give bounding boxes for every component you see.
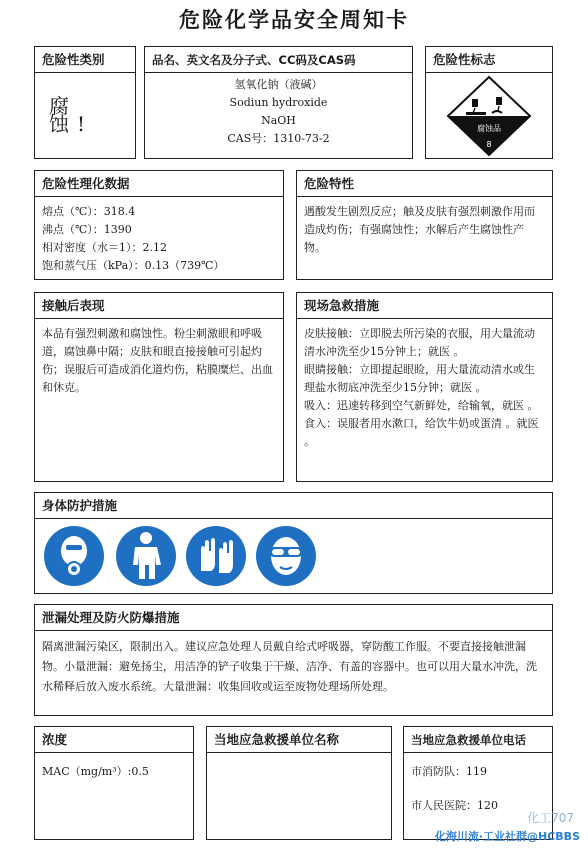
protective-suit-icon xyxy=(115,525,177,587)
rescue-unit-box xyxy=(206,726,392,840)
concentration-value: MAC（mg/m³）:0.5 xyxy=(42,765,149,778)
goggles-icon xyxy=(255,525,317,587)
product-cas: CAS号：1310-73-2 xyxy=(227,132,330,145)
hazard-category-box xyxy=(34,46,136,159)
watermark-primary: 化海川流·工业社群@HCBBS xyxy=(434,830,580,843)
respirator-icon xyxy=(43,525,105,587)
physchem-heading: 危险性理化数据 xyxy=(35,171,283,197)
exposure-heading: 接触后表现 xyxy=(35,293,283,319)
spill-box xyxy=(34,604,553,716)
boiling-point: 沸点（℃）：1390 xyxy=(42,223,132,236)
first-aid-heading: 现场急救措施 xyxy=(297,293,552,319)
hazard-category-heading: 危险性类别 xyxy=(35,47,135,73)
product-info-heading: 品名、英文名及分子式、CC码及CAS码 xyxy=(145,47,412,73)
hazard-class-number: 8 xyxy=(486,140,492,149)
product-name-en: Sodiun hydroxide xyxy=(229,96,328,109)
rescue-unit-value xyxy=(207,753,391,765)
watermark-secondary: 化工707 xyxy=(527,811,574,825)
first-aid-ingestion: 食入：误服者用水漱口，给饮牛奶或蛋清 。就医 。 xyxy=(304,417,539,448)
hazard-props-text: 遇酸发生剧烈反应；触及皮肤有强烈刺激作用而造成灼伤；有强腐蚀性；水解后产生腐蚀性产物。 xyxy=(304,205,535,254)
concentration-heading: 浓度 xyxy=(35,727,193,753)
spill-text: 隔离泄漏污染区，限制出入。建议应急处理人员戴自给式呼吸器，穿防酸工作服。不要直接接触泄漏物。小量泄漏：避免扬尘，用洁净的铲子收集于干燥、洁净、有盖的容器中。也可以用大量水冲洗，洗水稀释后放入废水系统。大量泄漏：收集回收或运至废物处理场所处理。 xyxy=(42,640,537,693)
spill-heading: 泄漏处理及防火防爆措施 xyxy=(35,605,552,631)
gloves-icon xyxy=(185,525,247,587)
rescue-phone-heading: 当地应急救援单位电话 xyxy=(404,727,552,753)
product-formula: NaOH xyxy=(261,114,296,127)
melting-point: 熔点（℃）：318.4 xyxy=(42,205,136,218)
exposure-text: 本品有强烈刺激和腐蚀性。粉尘刺激眼和呼吸道，腐蚀鼻中隔；皮肤和眼直接接触可引起灼伤；误服后可造成消化道灼伤，粘膜糜烂、出血和休克。 xyxy=(42,327,273,394)
first-aid-inhalation: 吸入：迅速转移到空气新鲜处，给输氧，就医 。 xyxy=(304,399,539,412)
hazard-symbol-text: 腐蚀品 xyxy=(477,124,501,133)
exposure-box xyxy=(34,292,284,482)
physchem-box xyxy=(34,170,284,280)
hazard-props-box xyxy=(296,170,553,280)
vapor-pressure: 饱和蒸气压（kPa）：0.13（739℃） xyxy=(42,259,225,272)
hospital-phone: 市人民医院：120 xyxy=(411,799,498,812)
concentration-box xyxy=(34,726,194,840)
hazard-category-value: 腐 蚀! xyxy=(49,94,94,136)
product-info-box xyxy=(144,46,413,159)
protection-heading: 身体防护措施 xyxy=(35,493,552,519)
page-title: 危险化学品安全周知卡 xyxy=(179,8,409,32)
rescue-unit-heading: 当地应急救援单位名称 xyxy=(207,727,391,753)
first-aid-skin: 皮肤接触：立即脱去所污染的衣服，用大量流动清水冲洗至少15分钟上；就医 。 xyxy=(304,327,535,358)
product-name-cn: 氢氧化钠（液碱） xyxy=(234,78,323,91)
protection-box xyxy=(34,492,553,594)
hazard-props-heading: 危险特性 xyxy=(297,171,552,197)
relative-density: 相对密度（水＝1）：2.12 xyxy=(42,241,167,254)
first-aid-eye: 眼睛接触：立即提起眼睑，用大量流动清水或生理盐水彻底冲洗至少15分钟；就医 。 xyxy=(304,363,535,394)
first-aid-box xyxy=(296,292,553,482)
hazard-label-box xyxy=(425,46,553,159)
fire-brigade-phone: 市消防队：119 xyxy=(411,765,487,778)
corrosive-diamond-icon xyxy=(426,73,552,159)
hazard-label-heading: 危险性标志 xyxy=(426,47,552,73)
